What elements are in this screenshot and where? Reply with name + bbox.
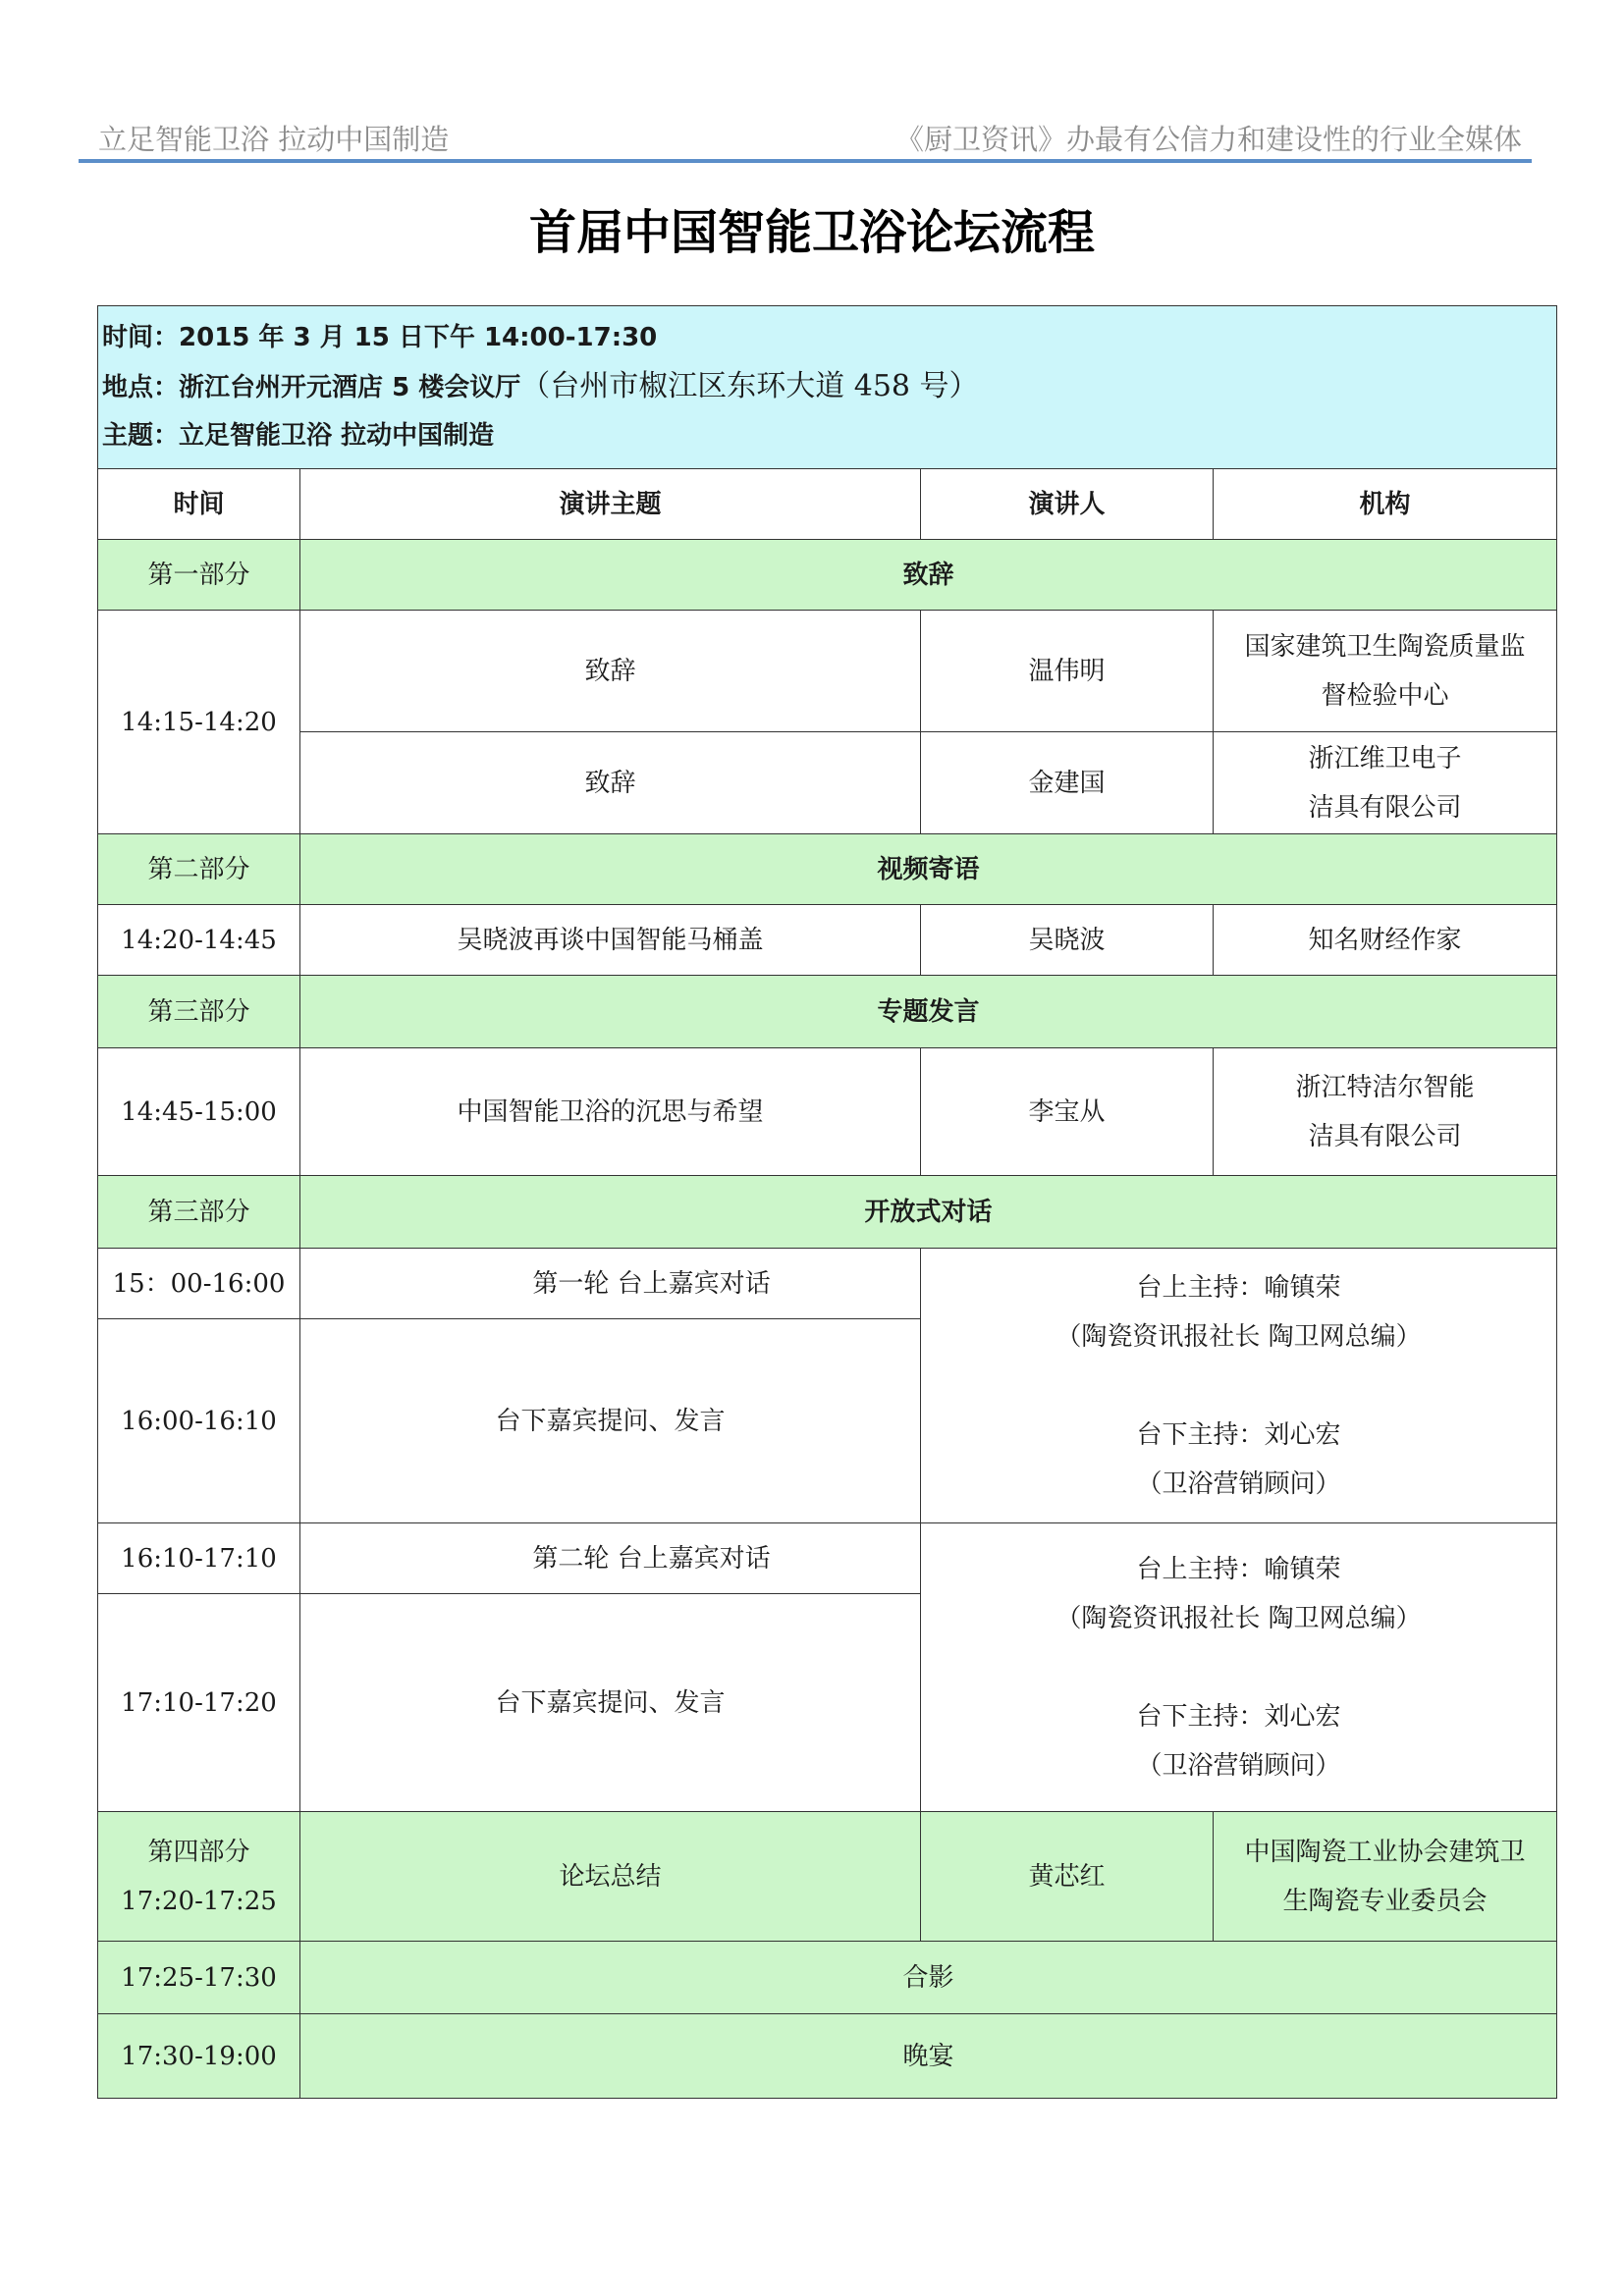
section-title: 开放式对话 — [300, 1176, 1557, 1249]
section-row — [98, 976, 1557, 1048]
table-header-row — [98, 469, 1557, 540]
col-header-org: 机构 — [1214, 469, 1557, 540]
section-row — [98, 540, 1557, 611]
topic-cell: 台下嘉宾提问、发言 — [300, 1319, 921, 1523]
info-theme: 主题：立足智能卫浴 拉动中国制造 — [102, 421, 495, 451]
org-cell: 中国陶瓷工业协会建筑卫 生陶瓷专业委员会 — [1214, 1812, 1557, 1942]
col-header-topic: 演讲主题 — [300, 469, 921, 540]
speaker-cell: 金建国 — [921, 732, 1214, 834]
topic-cell: 第二轮 台上嘉宾对话 — [300, 1523, 921, 1594]
org-cell: 国家建筑卫生陶瓷质量监 督检验中心 — [1214, 611, 1557, 732]
speaker-cell: 李宝从 — [921, 1048, 1214, 1176]
topic-cell: 中国智能卫浴的沉思与希望 — [300, 1048, 921, 1176]
table-row — [98, 1942, 1557, 2014]
document-title: 首届中国智能卫浴论坛流程 — [528, 205, 1095, 260]
topic-cell: 致辞 — [300, 611, 921, 732]
table-row — [98, 2014, 1557, 2099]
section-label: 第三部分 — [98, 1176, 300, 1249]
topic-cell: 台下嘉宾提问、发言 — [300, 1594, 921, 1812]
section-label: 第二部分 — [98, 834, 300, 905]
time-cell: 17:10-17:20 — [98, 1594, 300, 1812]
org-cell: 浙江特洁尔智能 洁具有限公司 — [1214, 1048, 1557, 1176]
section-title: 致辞 — [300, 540, 1557, 611]
header-slogan: 立足智能卫浴 拉动中国制造 — [98, 123, 450, 156]
table-row — [98, 905, 1557, 976]
time-cell: 14:15-14:20 — [98, 611, 300, 834]
header-tagline: 《厨卫资讯》办最有公信力和建设性的行业全媒体 — [894, 123, 1522, 156]
speaker-cell: 黄芯红 — [921, 1812, 1214, 1942]
table-row — [98, 1812, 1557, 1942]
topic-cell: 吴晓波再谈中国智能马桶盖 — [300, 905, 921, 976]
time-cell: 15：00-16:00 — [98, 1249, 300, 1319]
info-time: 时间：2015 年 3 月 15 日下午 14:00-17:30 — [102, 323, 658, 352]
event-info — [98, 306, 1557, 469]
activity-cell: 合影 — [300, 1942, 1557, 2014]
section-title: 视频寄语 — [300, 834, 1557, 905]
col-header-time: 时间 — [98, 469, 300, 540]
table-row — [98, 1523, 1557, 1594]
section-label: 第一部分 — [98, 540, 300, 611]
time-cell: 16:00-16:10 — [98, 1319, 300, 1523]
time-cell: 16:10-17:10 — [98, 1523, 300, 1594]
section-label: 第四部分 17:20-17:25 — [98, 1812, 300, 1942]
table-row — [98, 611, 1557, 732]
section-row — [98, 1176, 1557, 1249]
time-cell: 17:30-19:00 — [98, 2014, 300, 2099]
topic-cell: 论坛总结 — [300, 1812, 921, 1942]
time-cell: 14:45-15:00 — [98, 1048, 300, 1176]
section-row — [98, 834, 1557, 905]
speaker-cell: 吴晓波 — [921, 905, 1214, 976]
info-row — [98, 306, 1557, 469]
page-header — [79, 116, 1532, 163]
info-place: 地点：浙江台州开元酒店 5 楼会议厅（台州市椒江区东环大道 458 号） — [102, 369, 979, 403]
table-row — [98, 1048, 1557, 1176]
table-row — [98, 1249, 1557, 1319]
activity-cell: 晚宴 — [300, 2014, 1557, 2099]
section-label: 第三部分 — [98, 976, 300, 1048]
topic-cell: 致辞 — [300, 732, 921, 834]
time-cell: 14:20-14:45 — [98, 905, 300, 976]
org-cell: 浙江维卫电子 洁具有限公司 — [1214, 732, 1557, 834]
time-cell: 17:25-17:30 — [98, 1942, 300, 2014]
host-cell: 台上主持：喻镇荣 （陶瓷资讯报社长 陶卫网总编） 台下主持：刘心宏 （卫浴营销顾问） — [921, 1249, 1557, 1523]
col-header-speaker: 演讲人 — [921, 469, 1214, 540]
program-table — [97, 305, 1557, 2099]
host-cell: 台上主持：喻镇荣 （陶瓷资讯报社长 陶卫网总编） 台下主持：刘心宏 （卫浴营销顾问） — [921, 1523, 1557, 1812]
org-cell: 知名财经作家 — [1214, 905, 1557, 976]
topic-cell: 第一轮 台上嘉宾对话 — [300, 1249, 921, 1319]
speaker-cell: 温伟明 — [921, 611, 1214, 732]
table-row — [98, 732, 1557, 834]
section-title: 专题发言 — [300, 976, 1557, 1048]
